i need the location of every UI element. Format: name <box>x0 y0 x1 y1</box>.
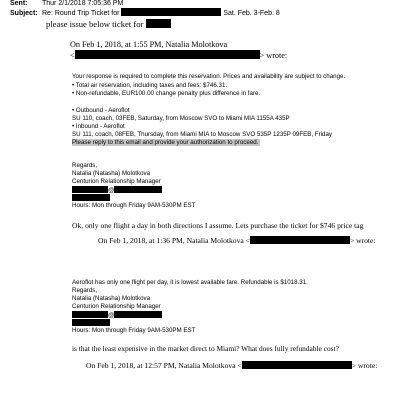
redaction-bar <box>121 8 221 16</box>
quote1-wrote: > wrote: <box>259 51 288 60</box>
bullet-nonrefundable: • Non-refundable, EUR100.00 change penalty plus difference in fare. <box>72 90 261 97</box>
outbound-detail: SU 110, coach, 03FEB, Saturday, from Moscow SVO to Miami MIA 1155A 435P <box>72 115 290 122</box>
regards: Regards, <box>72 162 98 169</box>
reply-authorization: Please reply to this email and provide your authorization to proceed. <box>72 139 259 146</box>
redaction-bar <box>250 236 350 244</box>
response-required: Your response is required to complete this reservation. Prices and availability are subject to change. <box>72 73 346 80</box>
outbound-head: • Outbound - Aeroflot <box>72 107 130 114</box>
quote1-line1: On Feb 1, 2018, at 1:55 PM, Natalia Molotkova <box>70 40 228 49</box>
redaction-bar <box>114 311 162 318</box>
bullet-total: • Total air reservation, including taxes and fees: $746.31. <box>72 82 228 89</box>
inbound-head: • Inbound - Aeroflot <box>72 123 125 130</box>
ok-line: Ok, only one flight a day in both directions I assume. Lets purchase the ticket for $746 price tag <box>72 221 364 230</box>
question-line: is that the least expensive in the market direct to Miami? What does fully refundable cost? <box>72 344 339 353</box>
redaction-bar <box>72 186 108 193</box>
signature-title-2: Centurion Relationship Manager <box>72 303 161 310</box>
quote3-prefix: On Feb 1, 2018, at 12:57 PM, Natalia Molotkova < <box>86 361 242 370</box>
quote2-prefix: On Feb 1, 2018, at 1:36 PM, Natalia Molotkova < <box>98 236 250 245</box>
redaction-bar <box>242 361 352 369</box>
quote3-wrote: > wrote: <box>351 361 378 370</box>
quote1-lt: < <box>70 51 75 60</box>
aeroflot-line: Aeroflot has only one flight per day, it is lowest available fare. Refundable is $1018.31. <box>72 279 308 286</box>
redaction-bar <box>72 194 110 201</box>
sent-value: Thur 2/1/2018 7:05:36 PM <box>42 0 124 7</box>
intro-line <box>46 19 171 29</box>
redaction-bar <box>72 319 110 326</box>
subject-label: Subject: <box>10 10 38 17</box>
redaction-bar <box>114 186 162 193</box>
redaction-bar <box>75 50 260 59</box>
at-sign: @ <box>108 187 115 194</box>
inbound-detail: SU 111, coach, 08FEB, Thursday, from Miami MIA to Moscow SVO 535P 1235P 09FEB, Friday <box>72 131 332 138</box>
redaction-bar <box>72 311 108 318</box>
regards-2: Regards, <box>72 287 98 294</box>
office-hours: Hours: Mon through Friday 9AM-530PM EST <box>72 202 196 209</box>
sent-row <box>10 0 123 8</box>
subject-prefix: Re: Round Trip Ticket for <box>42 10 120 17</box>
quote2-line <box>98 236 376 245</box>
quote3-line <box>86 361 377 370</box>
intro-text: please issue below ticket for <box>46 19 144 29</box>
at-sign-2: @ <box>108 312 115 319</box>
quote2-wrote: > wrote: <box>349 236 376 245</box>
subject-suffix: Sat. Feb. 3-Feb. 8 <box>223 10 280 17</box>
signature-title: Centurion Relationship Manager <box>72 178 161 185</box>
office-hours-2: Hours: Mon through Friday 9AM-530PM EST <box>72 327 196 334</box>
quote1-line2 <box>70 50 287 61</box>
redaction-bar <box>146 19 171 28</box>
subject-row <box>10 8 280 18</box>
signature-name-2: Natalia (Natasha) Molotkova <box>72 295 151 302</box>
sent-label: Sent: <box>10 0 28 7</box>
signature-name: Natalia (Natasha) Molotkova <box>72 170 151 177</box>
